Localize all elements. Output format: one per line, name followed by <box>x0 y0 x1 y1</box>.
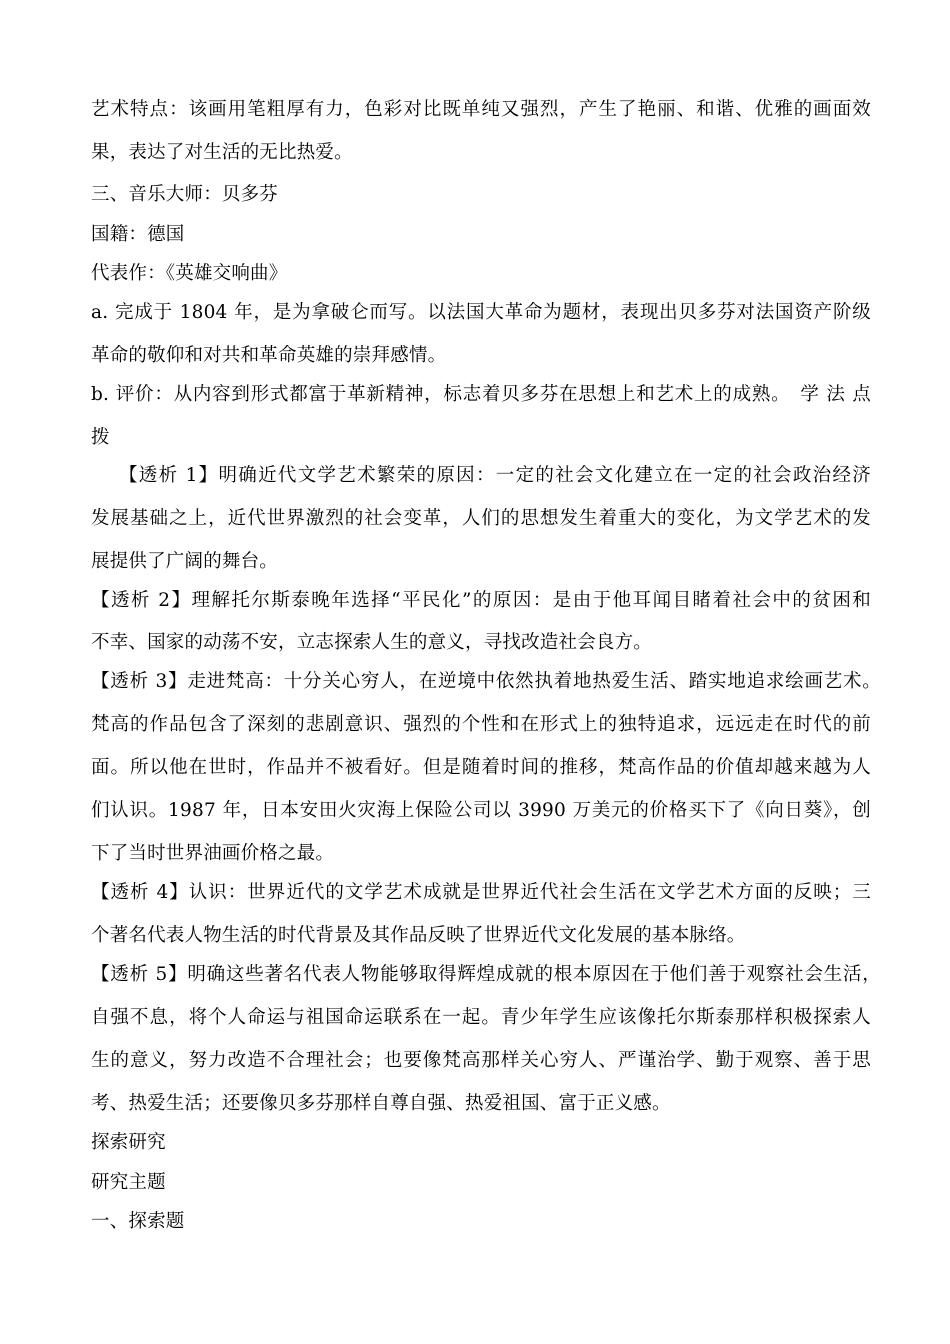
text-line: 革命的敬仰和对共和革命英雄的崇拜感情。 <box>91 345 447 366</box>
text-line: 自强不息，将个人命运与祖国命运联系在一起。青少年学生应该像托尔斯泰那样积极探索人 <box>91 1007 871 1028</box>
text-line: 梵高的作品包含了深刻的悲剧意识、强烈的个性和在形式上的独特追求，远远走在时代的前 <box>91 714 871 735</box>
text-line: 拨 <box>91 427 110 448</box>
text-line: 艺术特点：该画用笔粗厚有力，色彩对比既单纯又强烈，产生了艳丽、和谐、优雅的画面效 <box>91 99 871 120</box>
text-line: 【透析 5】明确这些著名代表人物能够取得辉煌成就的根本原因在于他们善于观察社会生活， <box>91 964 881 985</box>
text-line: 果，表达了对生活的无比热爱。 <box>91 142 353 163</box>
text-line: 面。所以他在世时，作品并不被看好。但是随着时间的推移，梵高作品的价值却越来越为人 <box>91 757 871 778</box>
text-line: b. 评价：从内容到形式都富于革新精神，标志着贝多芬在思想上和艺术上的成熟。 学 法 点 <box>91 384 871 405</box>
section-heading: 研究主题 <box>91 1172 166 1193</box>
text-line: 发展基础之上，近代世界激烈的社会变革，人们的思想发生着重大的变化，为文学艺术的发 <box>91 508 871 529</box>
text-line: 代表作：《英雄交响曲》 <box>91 263 288 284</box>
text-line: 个著名代表人物生活的时代背景及其作品反映了世界近代文化发展的基本脉络。 <box>91 925 746 946</box>
text-line: 【透析 2】理解托尔斯泰晚年选择“平民化”的原因：是由于他耳闻目睹着社会中的贫困和 <box>91 590 871 611</box>
text-line: a. 完成于 1804 年，是为拿破仑而写。以法国大革命为题材，表现出贝多芬对法国资产阶级 <box>91 302 871 323</box>
text-line: 不幸、国家的动荡不安，立志探索人生的意义，寻找改造社会良方。 <box>91 632 653 653</box>
text-line: 生的意义，努力改造不合理社会；也要像梵高那样关心穷人、严谨治学、勤于观察、善于思 <box>91 1050 871 1071</box>
text-line: 展提供了广阔的舞台。 <box>91 551 279 572</box>
text-line: 们认识。1987 年，日本安田火灾海上保险公司以 3990 万美元的价格买下了《向日葵》，创 <box>91 800 871 821</box>
text-line: 【透析 4】认识：世界近代的文学艺术成就是世界近代社会生活在文学艺术方面的反映；三 <box>91 882 871 903</box>
section-heading: 三、音乐大师：贝多芬 <box>91 184 279 205</box>
text-line: 【透析 1】明确近代文学艺术繁荣的原因：一定的社会文化建立在一定的社会政治经济 <box>119 465 871 486</box>
text-line: 下了当时世界油画价格之最。 <box>91 843 335 864</box>
text-line: 【透析 3】走进梵高：十分关心穷人，在逆境中依然执着地热爱生活、踏实地追求绘画艺术。 <box>91 671 881 692</box>
text-line: 考、热爱生活；还要像贝多芬那样自尊自强、热爱祖国、富于正义感。 <box>91 1093 671 1114</box>
text-line: 国籍：德国 <box>91 224 185 245</box>
section-heading: 探索研究 <box>91 1132 166 1153</box>
section-heading: 一、探索题 <box>91 1211 185 1232</box>
